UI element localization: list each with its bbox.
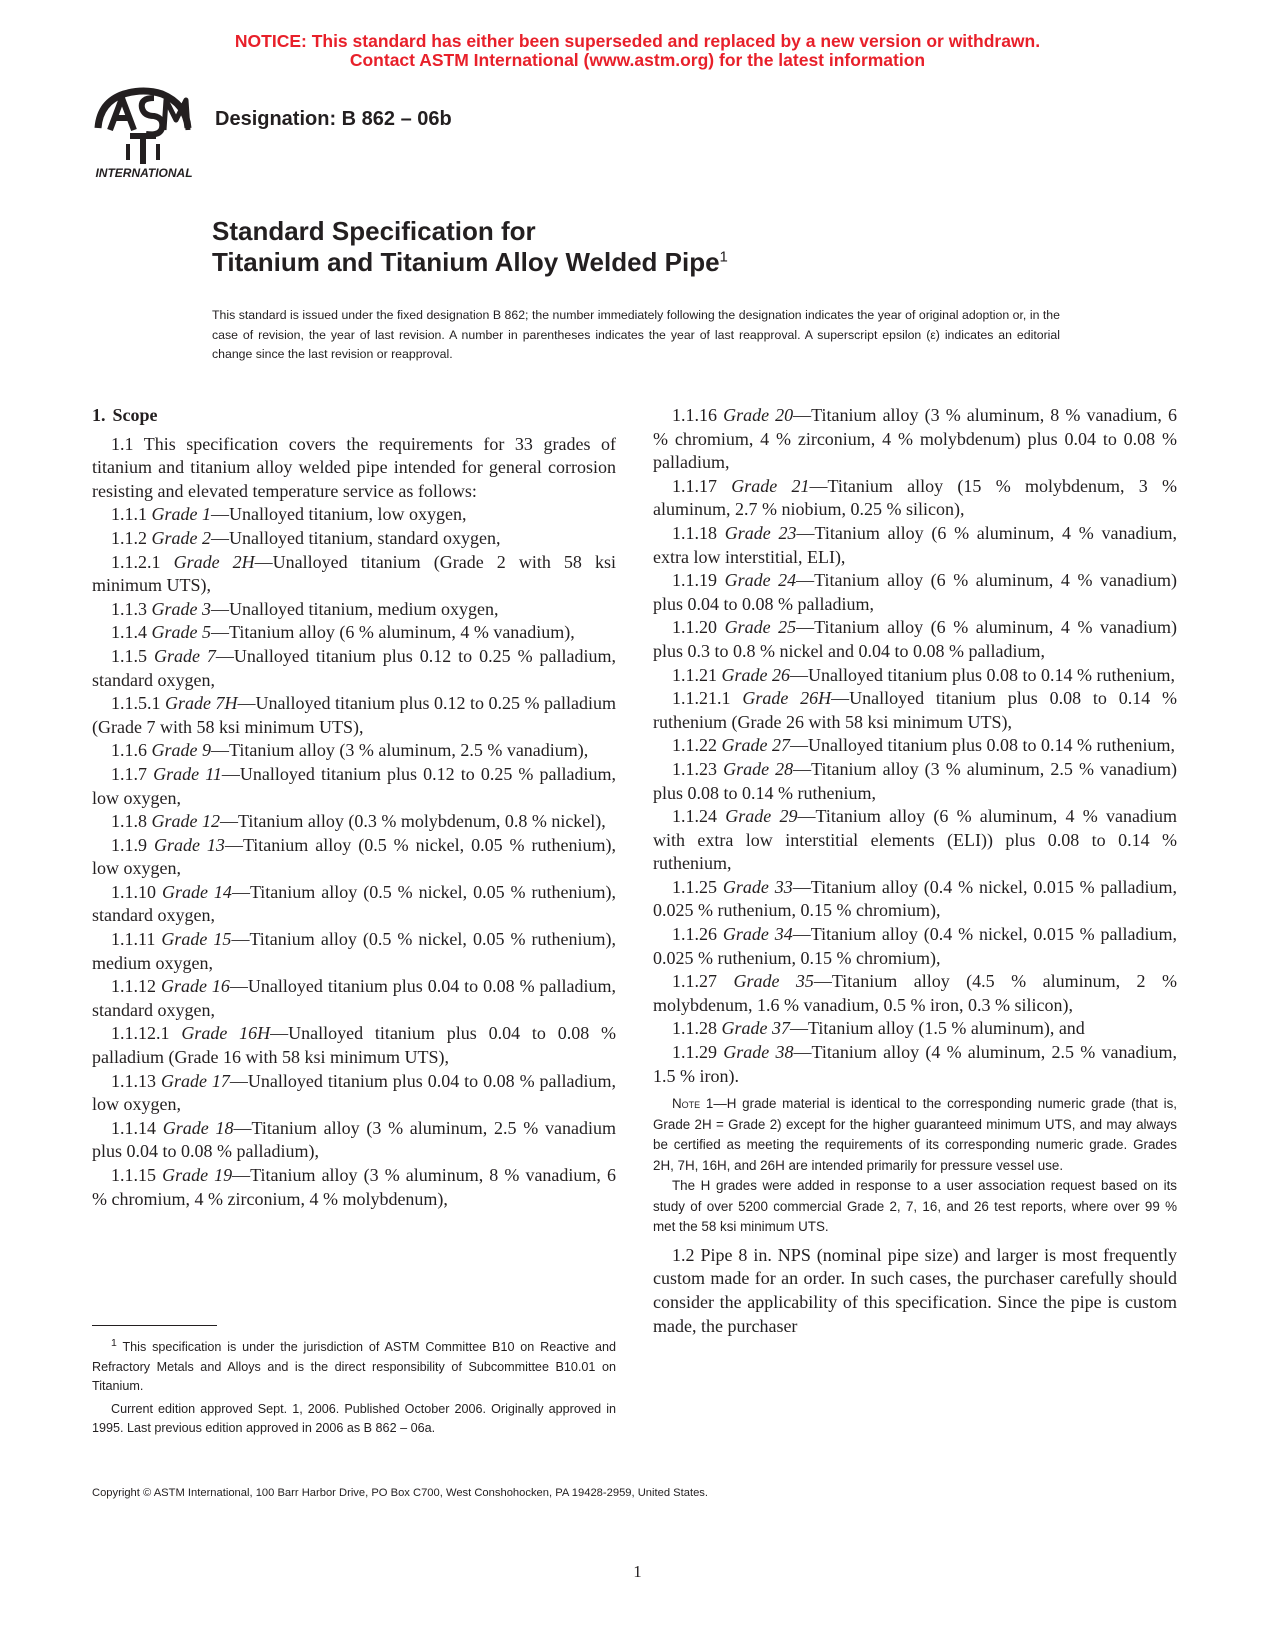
grade-item: 1.1.3 Grade 3—Unalloyed titanium, medium oxygen,: [111, 598, 499, 619]
grade-item: 1.1.29 Grade 38—Titanium alloy (4 % aluminum, 2.5 % vanadium, 1.5 % iron).: [653, 1042, 1178, 1086]
footnote-rule: [92, 1325, 217, 1326]
grade-item: 1.1.7 Grade 11—Unalloyed titanium plus 0.12 to 0.25 % palladium, low oxygen,: [92, 763, 617, 808]
note-1: [653, 1094, 1177, 1238]
withdrawal-notice: [0, 32, 1275, 70]
grade-list-right: [653, 404, 1177, 1088]
grade-item: 1.1.18 Grade 23—Titanium alloy (6 % aluminum, 4 % vanadium, extra low interstitial, ELI),: [653, 522, 1178, 567]
grade-item: 1.1.8 Grade 12—Titanium alloy (0.3 % molybdenum, 0.8 % nickel),: [111, 811, 606, 832]
right-column: [653, 404, 1177, 1338]
grade-item: 1.1.13 Grade 17—Unalloyed titanium plus 0.04 to 0.08 % palladium, low oxygen,: [92, 1070, 616, 1115]
grade-item: 1.1.27 Grade 35—Titanium alloy (4.5 % aluminum, 2 % molybdenum, 1.6 % vanadium, 0.5 % iron, 0.3 % silicon),: [653, 971, 1177, 1015]
astm-logo-wordmark: INTERNATIONAL: [95, 166, 193, 180]
grade-item: 1.1.26 Grade 34—Titanium alloy (0.4 % nickel, 0.015 % palladium, 0.025 % ruthenium, 0.15 % chromium),: [653, 924, 1178, 968]
title-footnote-ref: 1: [719, 248, 728, 266]
issuance-statement: This standard is issued under the fixed designation B 862; the number immediately following the designation indicates the year of original adoption or, in the case of revision, the year of last revision. A number in parentheses indicates the year of last reapproval. A superscript epsilon (ε) indicates an editorial change since the last revision or reapproval.: [212, 308, 1060, 361]
grade-item: 1.1.5 Grade 7—Unalloyed titanium plus 0.12 to 0.25 % palladium, standard oxygen,: [92, 645, 616, 690]
left-column: [92, 404, 616, 1211]
grade-item: 1.1.2 Grade 2—Unalloyed titanium, standard oxygen,: [111, 527, 501, 548]
astm-logo: [90, 84, 198, 180]
para-1-2: 1.2 Pipe 8 in. NPS (nominal pipe size) and larger is most frequently custom made for an order. In such cases, the purchaser carefully should consider the applicability of this specification. Since the pipe is custom made, the purchaser: [653, 1244, 1177, 1336]
title-line-2: Titanium and Titanium Alloy Welded Pipe$^1$: [212, 247, 728, 277]
grade-item: 1.1.21.1 Grade 26H—Unalloyed titanium plus 0.08 to 0.14 % ruthenium (Grade 26 with 58 ksi minimum UTS),: [653, 688, 1178, 732]
para-1-1: 1.1 This specification covers the requirements for 33 grades of titanium and titanium alloy welded pipe intended for general corrosion resisting and elevated temperature service as follows:: [92, 433, 616, 501]
footnote-1: $^1$ This specification is under the jurisdiction of ASTM Committee B10 on Reactive and Refractory Metals and Alloys and is the direct responsibility of Subcommittee B10.01 on Titanium.: [92, 1337, 616, 1394]
grade-item: 1.1.28 Grade 37—Titanium alloy (1.5 % aluminum), and: [672, 1018, 1085, 1039]
document-title: [212, 216, 728, 278]
grade-item: 1.1.11 Grade 15—Titanium alloy (0.5 % nickel, 0.05 % ruthenium), medium oxygen,: [92, 929, 617, 973]
note-1-para-1: Note 1—H grade material is identical to the corresponding numeric grade (that is, Grade 2H = Grade 2) except for the higher guaranteed minimum UTS, and may always be certified as meeting the requirements of its corresponding numeric grade. Grades 2H, 7H, 16H, and 26H are intended primarily for pressure vessel use.: [653, 1096, 1177, 1173]
grade-item: 1.1.25 Grade 33—Titanium alloy (0.4 % nickel, 0.015 % palladium, 0.025 % ruthenium, 0.15 % chromium),: [653, 876, 1178, 921]
grade-item: 1.1.12.1 Grade 16H—Unalloyed titanium plus 0.04 to 0.08 % palladium (Grade 16 with 58 ksi minimum UTS),: [92, 1023, 617, 1068]
copyright-line: Copyright © ASTM International, 100 Barr Harbor Drive, PO Box C700, West Conshohocken, PA 19428-2959, United States.: [92, 1487, 708, 1499]
notice-line-2: Contact ASTM International (www.astm.org) for the latest information: [349, 50, 926, 70]
grade-item: 1.1.6 Grade 9—Titanium alloy (3 % aluminum, 2.5 % vanadium),: [111, 740, 589, 761]
grade-item: 1.1.20 Grade 25—Titanium alloy (6 % aluminum, 4 % vanadium) plus 0.3 to 0.8 % nickel and 0.04 to 0.08 % palladium,: [653, 617, 1177, 661]
grade-item: 1.1.15 Grade 19—Titanium alloy (3 % aluminum, 8 % vanadium, 6 % chromium, 4 % zirconium, 4 % molybdenum),: [92, 1165, 616, 1209]
grade-list-left: [92, 503, 616, 1211]
grade-item: 1.1.17 Grade 21—Titanium alloy (15 % molybdenum, 3 % aluminum, 2.7 % niobium, 0.25 % silicon),: [653, 475, 1177, 520]
footnote-1-edition: Current edition approved Sept. 1, 2006. Published October 2006. Originally approved in 1995. Last previous edition approved in 2006 as B 862 – 06a.: [92, 1401, 616, 1436]
notice-line-1: NOTICE: This standard has either been superseded and replaced by a new version or withdrawn.: [234, 31, 1041, 51]
grade-item: 1.1.5.1 Grade 7H—Unalloyed titanium plus 0.12 to 0.25 % palladium (Grade 7 with 58 ksi minimum UTS),: [92, 693, 616, 737]
grade-item: 1.1.2.1 Grade 2H—Unalloyed titanium (Grade 2 with 58 ksi minimum UTS),: [92, 551, 616, 596]
grade-item: 1.1.14 Grade 18—Titanium alloy (3 % aluminum, 2.5 % vanadium plus 0.04 to 0.08 % palladium),: [92, 1117, 617, 1162]
page-number: 1: [633, 1562, 642, 1581]
grade-item: 1.1.19 Grade 24—Titanium alloy (6 % aluminum, 4 % vanadium) plus 0.04 to 0.08 % palladium,: [653, 570, 1177, 614]
grade-item: 1.1.22 Grade 27—Unalloyed titanium plus 0.08 to 0.14 % ruthenium,: [672, 735, 1175, 756]
designation: Designation: B 862 – 06b: [215, 108, 452, 130]
grade-item: 1.1.4 Grade 5—Titanium alloy (6 % aluminum, 4 % vanadium),: [111, 622, 575, 643]
grade-item: 1.1.12 Grade 16—Unalloyed titanium plus 0.04 to 0.08 % palladium, standard oxygen,: [92, 976, 616, 1020]
grade-item: 1.1.24 Grade 29—Titanium alloy (6 % aluminum, 4 % vanadium with extra low interstitial elements (ELI)) plus 0.08 to 0.14 % ruthenium,: [653, 806, 1178, 874]
grade-item: 1.1.9 Grade 13—Titanium alloy (0.5 % nickel, 0.05 % ruthenium), low oxygen,: [92, 834, 616, 879]
note-1-para-2: The H grades were added in response to a user association request based on its study of over 5200 commercial Grade 2, 7, 16, and 26 test reports, where over 99 % met the 58 ksi minimum UTS.: [653, 1178, 1177, 1235]
grade-item: 1.1.21 Grade 26—Unalloyed titanium plus 0.08 to 0.14 % ruthenium,: [672, 664, 1175, 685]
grade-item: 1.1.10 Grade 14—Titanium alloy (0.5 % nickel, 0.05 % ruthenium), standard oxygen,: [92, 881, 616, 926]
grade-item: 1.1.23 Grade 28—Titanium alloy (3 % aluminum, 2.5 % vanadium) plus 0.08 to 0.14 % ruthenium,: [653, 758, 1177, 803]
section-heading-scope: 1. Scope: [92, 405, 158, 425]
footnotes: [92, 1334, 616, 1439]
grade-item: 1.1.16 Grade 20—Titanium alloy (3 % aluminum, 8 % vanadium, 6 % chromium, 4 % zirconium, 4 % molybdenum) plus 0.04 to 0.08 % palladium,: [653, 405, 1177, 473]
grade-item: 1.1.1 Grade 1—Unalloyed titanium, low oxygen,: [111, 504, 467, 525]
title-line-1: Standard Specification for: [212, 216, 536, 246]
